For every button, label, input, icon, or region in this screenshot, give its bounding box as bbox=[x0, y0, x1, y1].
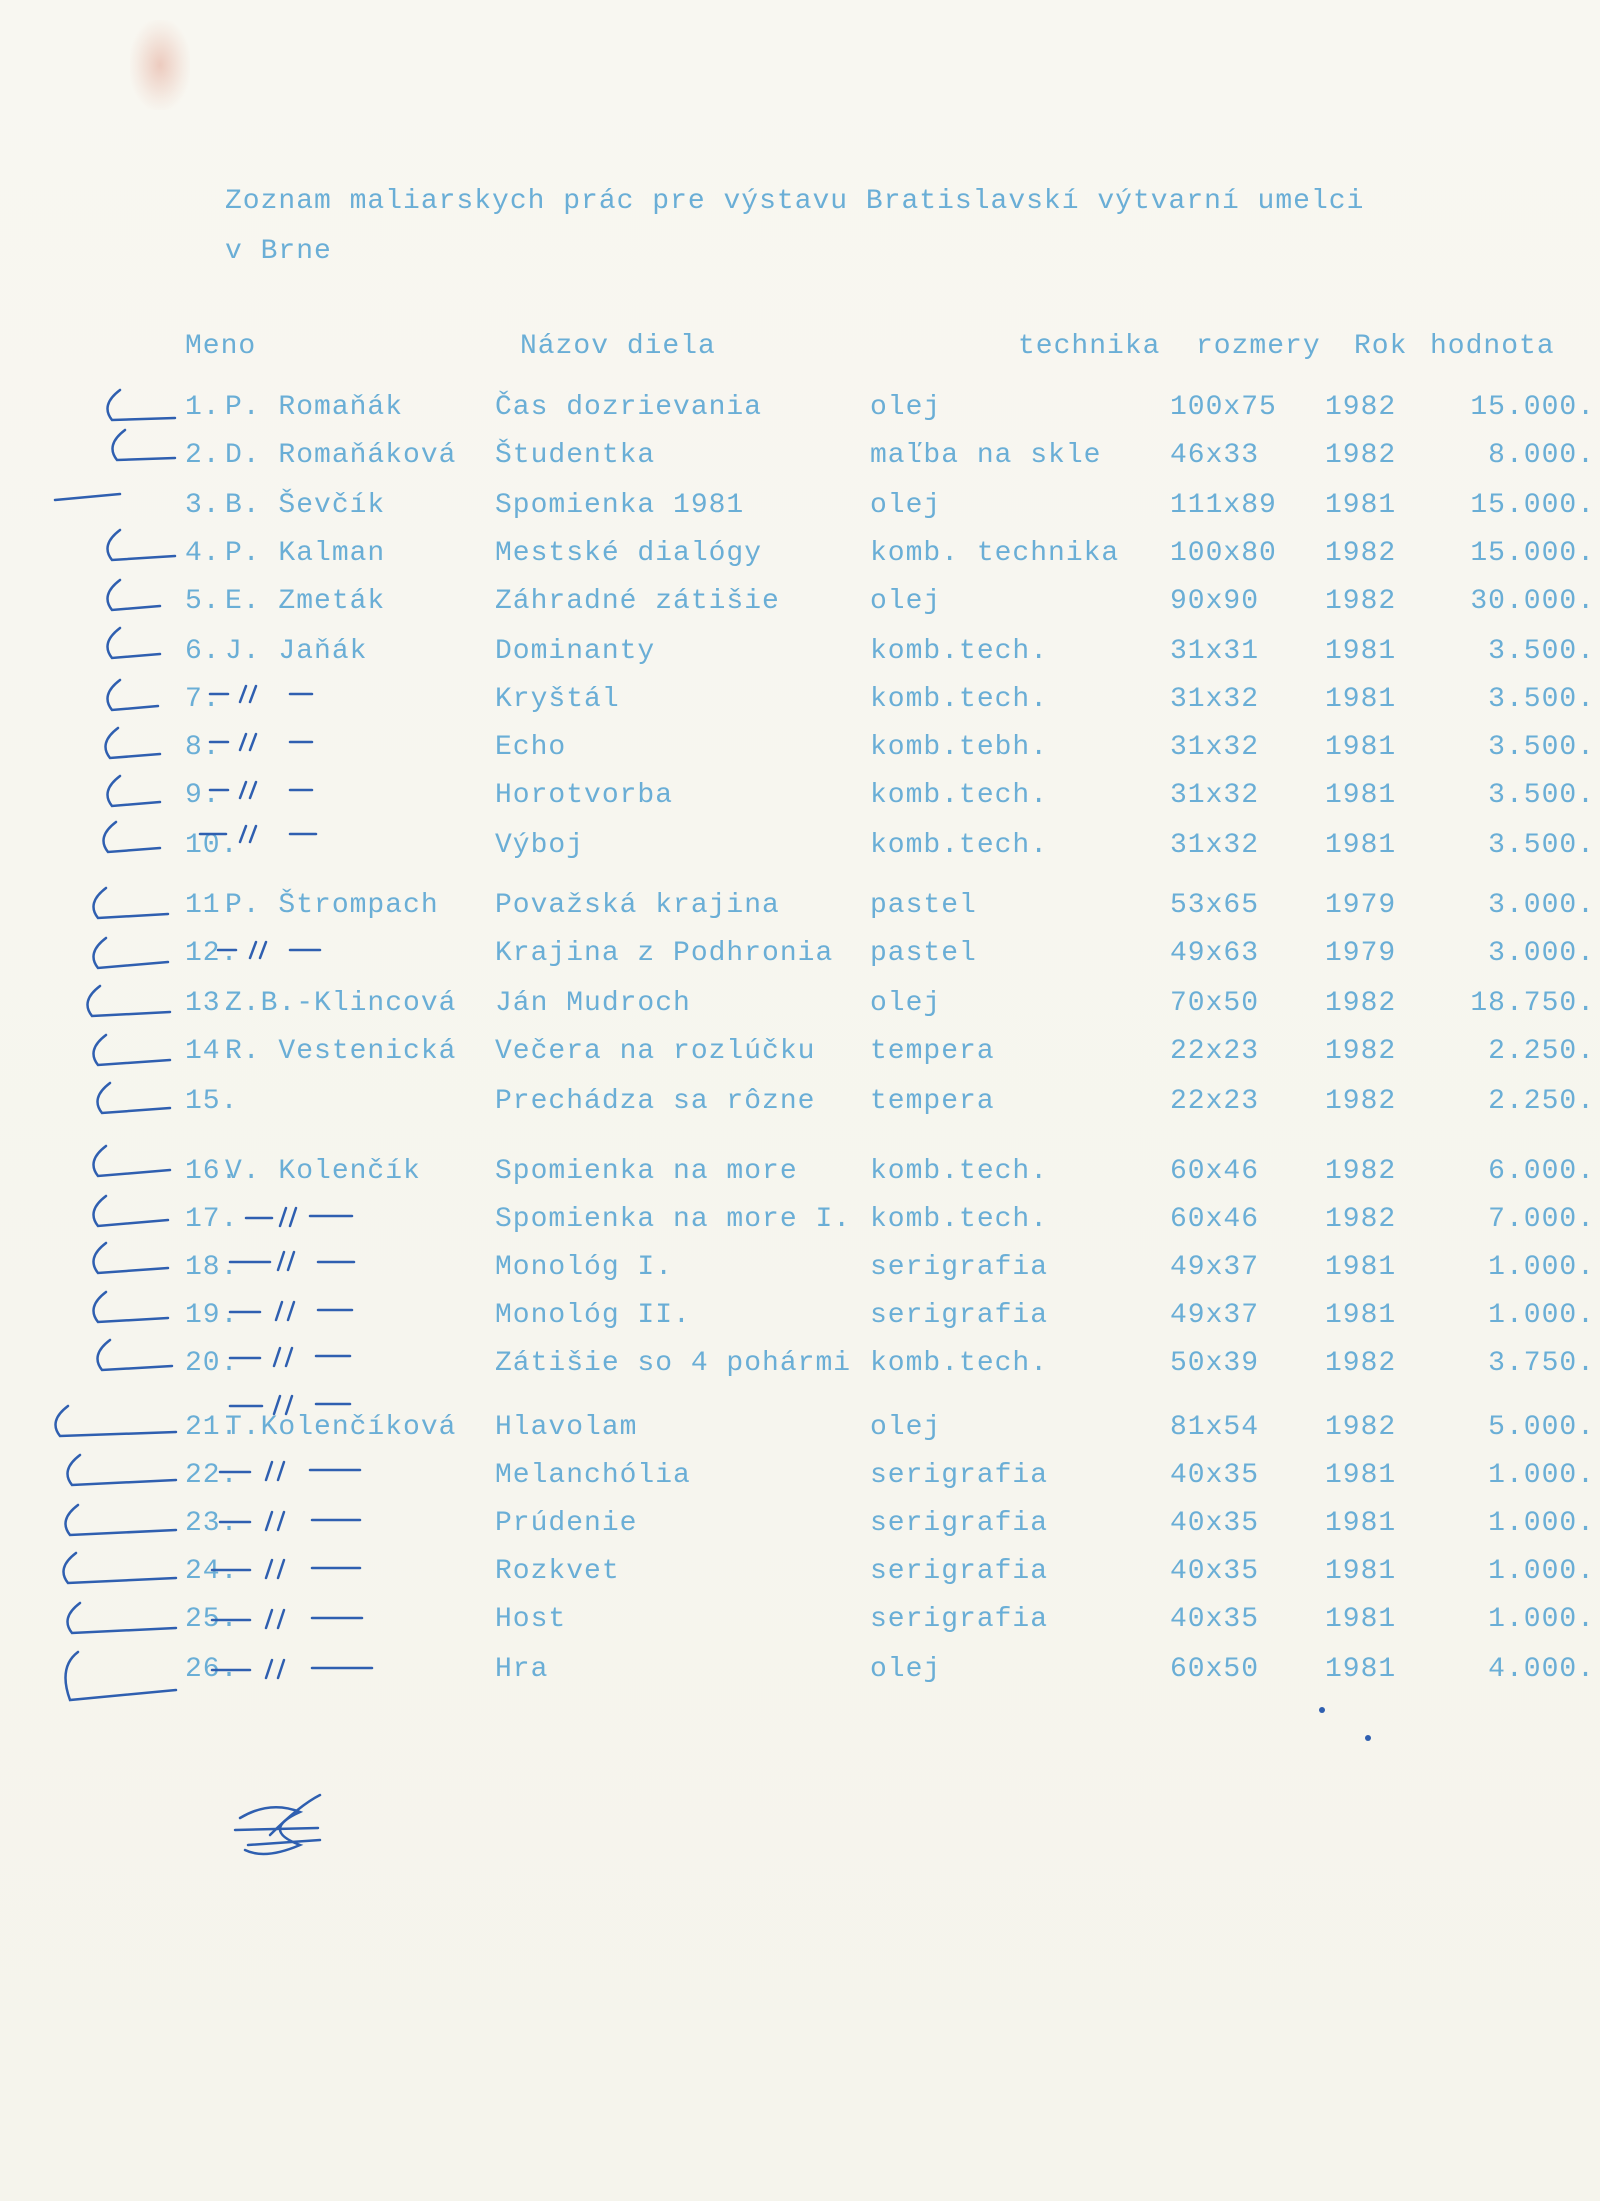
work-title: Večera na rozlúčku bbox=[495, 1036, 816, 1067]
artist-name: J. Jaňák bbox=[225, 636, 368, 667]
year: 1979 bbox=[1325, 938, 1397, 969]
row-number: 17. bbox=[185, 1204, 239, 1235]
row-number: 16. bbox=[185, 1156, 239, 1187]
dimensions: 53x65 bbox=[1170, 890, 1260, 921]
dimensions: 22x23 bbox=[1170, 1086, 1260, 1117]
year: 1981 bbox=[1325, 1556, 1397, 1587]
artist-name: D. Romaňáková bbox=[225, 440, 457, 471]
technique: olej bbox=[870, 490, 942, 521]
dimensions: 100x75 bbox=[1170, 392, 1277, 423]
work-title: Host bbox=[495, 1604, 567, 1635]
technique: komb.tech. bbox=[870, 684, 1049, 715]
artist-name: R. Vestenická bbox=[225, 1036, 457, 1067]
year: 1982 bbox=[1325, 440, 1397, 471]
artist-name: B. Ševčík bbox=[225, 490, 386, 521]
dimensions: 31x31 bbox=[1170, 636, 1260, 667]
year: 1981 bbox=[1325, 732, 1397, 763]
dimensions: 60x46 bbox=[1170, 1204, 1260, 1235]
year: 1981 bbox=[1325, 830, 1397, 861]
value: 1.000. bbox=[1488, 1300, 1595, 1331]
value: 15.000. bbox=[1470, 392, 1595, 423]
dimensions: 90x90 bbox=[1170, 586, 1260, 617]
value: 18.750. bbox=[1470, 988, 1595, 1019]
dimensions: 31x32 bbox=[1170, 684, 1260, 715]
year: 1981 bbox=[1325, 684, 1397, 715]
year: 1981 bbox=[1325, 636, 1397, 667]
work-title: Echo bbox=[495, 732, 567, 763]
row-number: 11. bbox=[185, 890, 239, 921]
work-title: Spomienka 1981 bbox=[495, 490, 745, 521]
artist-name: T.Kolenčíková bbox=[225, 1412, 457, 1443]
value: 15.000. bbox=[1470, 538, 1595, 569]
year: 1982 bbox=[1325, 586, 1397, 617]
value: 7.000. bbox=[1488, 1204, 1595, 1235]
value: 3.500. bbox=[1488, 830, 1595, 861]
work-title: Záhradné zátišie bbox=[495, 586, 780, 617]
row-number: 7. bbox=[185, 684, 221, 715]
work-title: Spomienka na more bbox=[495, 1156, 798, 1187]
value: 1.000. bbox=[1488, 1508, 1595, 1539]
year: 1981 bbox=[1325, 1300, 1397, 1331]
row-number: 19. bbox=[185, 1300, 239, 1331]
value: 3.500. bbox=[1488, 732, 1595, 763]
artist-name: Z.B.-Klincová bbox=[225, 988, 457, 1019]
technique: serigrafia bbox=[870, 1508, 1049, 1539]
year: 1981 bbox=[1325, 1460, 1397, 1491]
dimensions: 49x63 bbox=[1170, 938, 1260, 969]
dimensions: 22x23 bbox=[1170, 1036, 1260, 1067]
row-number: 26. bbox=[185, 1654, 239, 1685]
year: 1981 bbox=[1325, 1252, 1397, 1283]
work-title: Prechádza sa rôzne bbox=[495, 1086, 816, 1117]
year: 1981 bbox=[1325, 1508, 1397, 1539]
dimensions: 60x50 bbox=[1170, 1654, 1260, 1685]
technique: olej bbox=[870, 392, 942, 423]
header-rozmery: rozmery bbox=[1196, 331, 1321, 362]
value: 1.000. bbox=[1488, 1556, 1595, 1587]
value: 30.000. bbox=[1470, 586, 1595, 617]
technique: maľba na skle bbox=[870, 440, 1102, 471]
dimensions: 49x37 bbox=[1170, 1252, 1260, 1283]
technique: olej bbox=[870, 988, 942, 1019]
year: 1981 bbox=[1325, 1654, 1397, 1685]
row-number: 20. bbox=[185, 1348, 239, 1379]
technique: komb.tebh. bbox=[870, 732, 1049, 763]
year: 1981 bbox=[1325, 780, 1397, 811]
header-nazov: Názov diela bbox=[520, 331, 716, 362]
value: 1.000. bbox=[1488, 1252, 1595, 1283]
work-title: Zátišie so 4 pohármi bbox=[495, 1348, 852, 1379]
technique: serigrafia bbox=[870, 1556, 1049, 1587]
dimensions: 40x35 bbox=[1170, 1460, 1260, 1491]
value: 3.000. bbox=[1488, 938, 1595, 969]
value: 3.500. bbox=[1488, 780, 1595, 811]
value: 2.250. bbox=[1488, 1086, 1595, 1117]
value: 1.000. bbox=[1488, 1604, 1595, 1635]
technique: komb.tech. bbox=[870, 636, 1049, 667]
year: 1982 bbox=[1325, 1156, 1397, 1187]
work-title: Prúdenie bbox=[495, 1508, 638, 1539]
row-number: 22. bbox=[185, 1460, 239, 1491]
dimensions: 60x46 bbox=[1170, 1156, 1260, 1187]
year: 1982 bbox=[1325, 1204, 1397, 1235]
row-number: 15. bbox=[185, 1086, 239, 1117]
work-title: Melanchólia bbox=[495, 1460, 691, 1491]
value: 1.000. bbox=[1488, 1460, 1595, 1491]
row-number: 10. bbox=[185, 830, 239, 861]
technique: serigrafia bbox=[870, 1604, 1049, 1635]
dimensions: 100x80 bbox=[1170, 538, 1277, 569]
technique: komb.tech. bbox=[870, 1348, 1049, 1379]
year: 1979 bbox=[1325, 890, 1397, 921]
value: 2.250. bbox=[1488, 1036, 1595, 1067]
artist-name: P. Romaňák bbox=[225, 392, 404, 423]
technique: komb. technika bbox=[870, 538, 1120, 569]
value: 3.500. bbox=[1488, 684, 1595, 715]
artist-name: E. Zmeták bbox=[225, 586, 386, 617]
dimensions: 49x37 bbox=[1170, 1300, 1260, 1331]
row-number: 24. bbox=[185, 1556, 239, 1587]
technique: komb.tech. bbox=[870, 1156, 1049, 1187]
dimensions: 31x32 bbox=[1170, 780, 1260, 811]
year: 1981 bbox=[1325, 1604, 1397, 1635]
row-number: 3. bbox=[185, 490, 221, 521]
dimensions: 40x35 bbox=[1170, 1604, 1260, 1635]
header-rok: Rok bbox=[1354, 331, 1408, 362]
technique: komb.tech. bbox=[870, 1204, 1049, 1235]
row-number: 14. bbox=[185, 1036, 239, 1067]
dimensions: 31x32 bbox=[1170, 732, 1260, 763]
row-number: 25. bbox=[185, 1604, 239, 1635]
artist-name: P. Štrompach bbox=[225, 890, 439, 921]
technique: komb.tech. bbox=[870, 780, 1049, 811]
technique: olej bbox=[870, 1412, 942, 1443]
dimensions: 81x54 bbox=[1170, 1412, 1260, 1443]
value: 5.000. bbox=[1488, 1412, 1595, 1443]
dimensions: 111x89 bbox=[1170, 490, 1277, 521]
row-number: 12. bbox=[185, 938, 239, 969]
row-number: 1. bbox=[185, 392, 221, 423]
value: 3.750. bbox=[1488, 1348, 1595, 1379]
work-title: Hra bbox=[495, 1654, 549, 1685]
work-title: Čas dozrievania bbox=[495, 392, 763, 423]
year: 1982 bbox=[1325, 988, 1397, 1019]
row-number: 8. bbox=[185, 732, 221, 763]
year: 1982 bbox=[1325, 1086, 1397, 1117]
technique: serigrafia bbox=[870, 1300, 1049, 1331]
work-title: Horotvorba bbox=[495, 780, 674, 811]
technique: pastel bbox=[870, 890, 977, 921]
year: 1982 bbox=[1325, 1412, 1397, 1443]
work-title: Krajina z Podhronia bbox=[495, 938, 834, 969]
row-number: 23. bbox=[185, 1508, 239, 1539]
dimensions: 40x35 bbox=[1170, 1508, 1260, 1539]
row-number: 21. bbox=[185, 1412, 239, 1443]
technique: olej bbox=[870, 586, 942, 617]
work-title: Monológ II. bbox=[495, 1300, 691, 1331]
year: 1982 bbox=[1325, 538, 1397, 569]
document-title: Zoznam maliarskych prác pre výstavu Bratislavskí výtvarní umelci bbox=[225, 186, 1365, 217]
value: 4.000. bbox=[1488, 1654, 1595, 1685]
work-title: Mestské dialógy bbox=[495, 538, 763, 569]
technique: tempera bbox=[870, 1036, 995, 1067]
dimensions: 70x50 bbox=[1170, 988, 1260, 1019]
dimensions: 50x39 bbox=[1170, 1348, 1260, 1379]
dimensions: 40x35 bbox=[1170, 1556, 1260, 1587]
dimensions: 46x33 bbox=[1170, 440, 1260, 471]
work-title: Ján Mudroch bbox=[495, 988, 691, 1019]
work-title: Dominanty bbox=[495, 636, 656, 667]
technique: tempera bbox=[870, 1086, 995, 1117]
document-title-line2: v Brne bbox=[225, 236, 332, 267]
work-title: Považská krajina bbox=[495, 890, 780, 921]
header-technika: technika bbox=[1018, 331, 1161, 362]
value: 8.000. bbox=[1488, 440, 1595, 471]
artist-name: V. Kolenčík bbox=[225, 1156, 421, 1187]
row-number: 13. bbox=[185, 988, 239, 1019]
header-hodnota: hodnota bbox=[1430, 331, 1555, 362]
technique: pastel bbox=[870, 938, 977, 969]
value: 15.000. bbox=[1470, 490, 1595, 521]
row-number: 2. bbox=[185, 440, 221, 471]
row-number: 18. bbox=[185, 1252, 239, 1283]
header-meno: Meno bbox=[185, 331, 257, 362]
year: 1982 bbox=[1325, 1348, 1397, 1379]
work-title: Spomienka na more I. bbox=[495, 1204, 852, 1235]
value: 3.000. bbox=[1488, 890, 1595, 921]
work-title: Rozkvet bbox=[495, 1556, 620, 1587]
technique: serigrafia bbox=[870, 1252, 1049, 1283]
work-title: Kryštál bbox=[495, 684, 620, 715]
dimensions: 31x32 bbox=[1170, 830, 1260, 861]
technique: serigrafia bbox=[870, 1460, 1049, 1491]
work-title: Monológ I. bbox=[495, 1252, 674, 1283]
year: 1982 bbox=[1325, 1036, 1397, 1067]
work-title: Študentka bbox=[495, 440, 656, 471]
work-title: Hlavolam bbox=[495, 1412, 638, 1443]
year: 1981 bbox=[1325, 490, 1397, 521]
value: 3.500. bbox=[1488, 636, 1595, 667]
value: 6.000. bbox=[1488, 1156, 1595, 1187]
row-number: 9. bbox=[185, 780, 221, 811]
year: 1982 bbox=[1325, 392, 1397, 423]
row-number: 6. bbox=[185, 636, 221, 667]
technique: komb.tech. bbox=[870, 830, 1049, 861]
row-number: 4. bbox=[185, 538, 221, 569]
work-title: Výboj bbox=[495, 830, 585, 861]
artist-name: P. Kalman bbox=[225, 538, 386, 569]
technique: olej bbox=[870, 1654, 942, 1685]
row-number: 5. bbox=[185, 586, 221, 617]
